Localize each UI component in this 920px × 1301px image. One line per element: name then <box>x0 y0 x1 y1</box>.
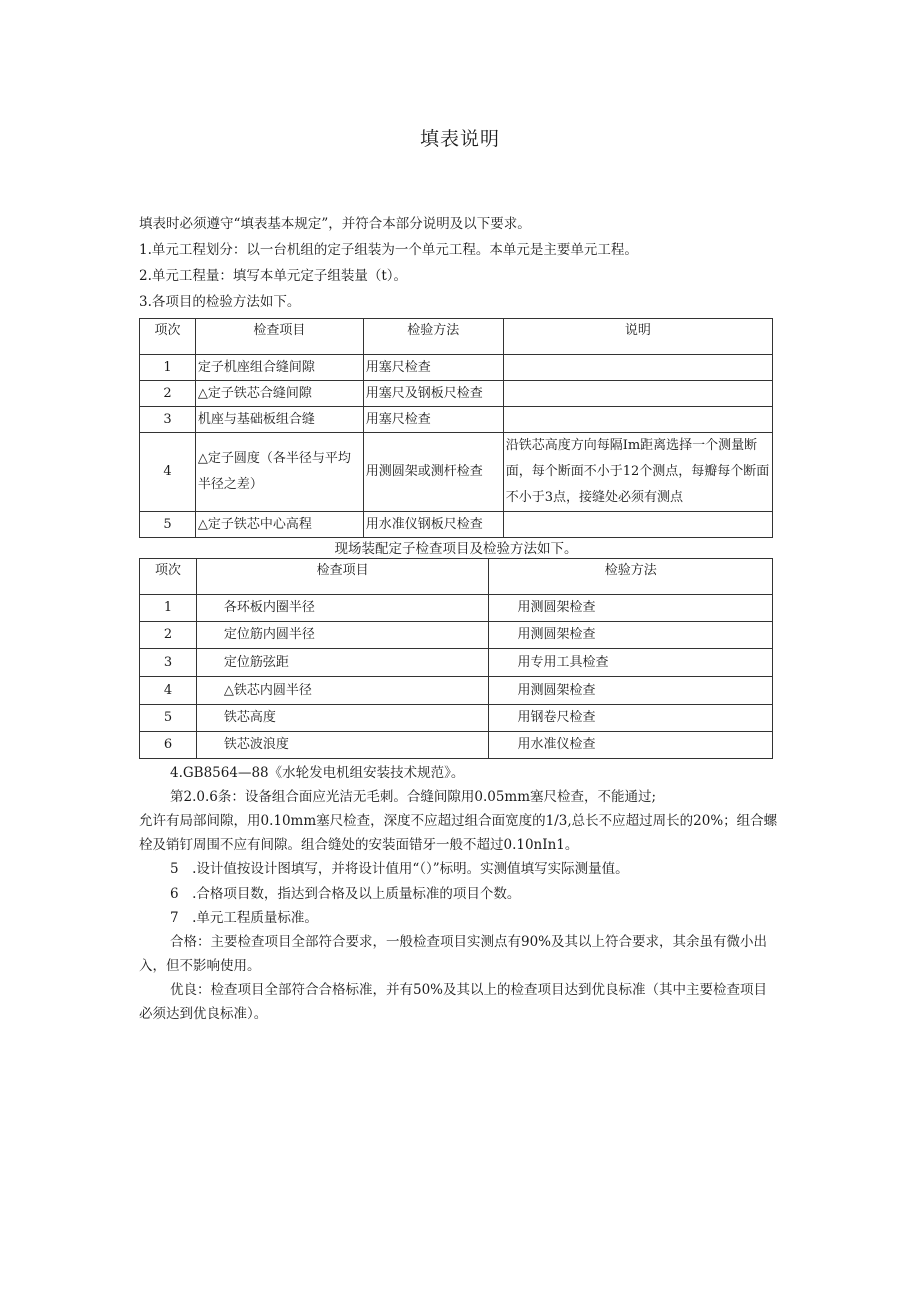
header-no: 项次 <box>140 319 196 355</box>
row-item: △铁芯内圆半径 <box>196 677 489 705</box>
table-header-row <box>140 559 773 595</box>
table-row <box>140 705 773 732</box>
item-2: 2.单元工程量：填写本单元定子组装量（t）。 <box>139 268 408 284</box>
table-row <box>140 732 773 759</box>
item-4-clause-cont-2: 栓及销钉周围不应有间隙。组合缝处的安装面错牙一般不超过0.10nIn1。 <box>139 837 579 853</box>
table-row <box>140 622 773 649</box>
table-row <box>140 677 773 705</box>
row-method: 用塞尺检查 <box>363 355 503 381</box>
row-no: 2 <box>140 381 196 407</box>
header-method: 检验方法 <box>489 559 773 595</box>
item-1: 1.单元工程划分：以一台机组的定子组装为一个单元工程。本单元是主要单元工程。 <box>139 242 638 258</box>
row-note <box>503 381 772 407</box>
row-item: 各环板内圈半径 <box>196 595 489 622</box>
row-no: 5 <box>140 512 196 538</box>
row-method: 用水准仪钢板尺检查 <box>363 512 503 538</box>
inspection-methods-table <box>139 318 773 538</box>
table-row <box>140 649 773 677</box>
row-no: 1 <box>140 355 196 381</box>
excellent-standard: 优良：检查项目全部符合合格标准，并有50%及其以上的检查项目达到优良标准（其中主要检查项目 <box>170 982 768 998</box>
field-assembly-table <box>139 558 773 759</box>
row-item: △定子铁芯中心高程 <box>195 512 363 538</box>
intro-text: 填表时必须遵守“填表基本规定”，并符合本部分说明及以下要求。 <box>139 216 531 232</box>
header-no: 项次 <box>140 559 197 595</box>
row-method: 用测圆架或测杆检查 <box>363 433 503 512</box>
row-item: 定位筋弦距 <box>196 649 489 677</box>
row-no: 3 <box>140 407 196 433</box>
row-method: 用测圆架检查 <box>489 677 773 705</box>
row-method: 用塞尺检查 <box>363 407 503 433</box>
row-method: 用测圆架检查 <box>489 622 773 649</box>
item-4: 4.GB8564—88《水轮发电机组安装技术规范》。 <box>170 765 465 781</box>
row-method: 用测圆架检查 <box>489 595 773 622</box>
row-item: 铁芯波浪度 <box>196 732 489 759</box>
table-row <box>140 407 773 433</box>
row-item: 机座与基础板组合缝 <box>195 407 363 433</box>
row-item: △定子圆度（各半径与平均半径之差） <box>195 433 363 512</box>
page-title: 填表说明 <box>419 128 500 150</box>
row-note: 沿铁芯高度方向每隔Im距离选择一个测量断面，每个断面不小于12个测点，每瓣每个断面不小于3点，接缝处必须有测点 <box>503 433 772 512</box>
row-no: 1 <box>140 595 197 622</box>
row-item: 定位筋内圆半径 <box>196 622 489 649</box>
item-3: 3.各项目的检验方法如下。 <box>139 294 301 310</box>
row-no: 5 <box>140 705 197 732</box>
item-4-clause-cont-1: 允许有局部间隙，用0.10mm塞尺检查，深度不应超过组合面宽度的1/3,总长不应超过周长的20%；组合螺 <box>139 813 778 829</box>
row-method: 用水准仪检查 <box>489 732 773 759</box>
row-item: △定子铁芯合缝间隙 <box>195 381 363 407</box>
item-7: 7 .单元工程质量标准。 <box>170 910 318 926</box>
row-no: 3 <box>140 649 197 677</box>
header-note: 说明 <box>503 319 772 355</box>
row-note <box>503 355 772 381</box>
row-note <box>503 407 772 433</box>
table-row <box>140 381 773 407</box>
row-method: 用钢卷尺检查 <box>489 705 773 732</box>
table-row <box>140 433 773 512</box>
table-row <box>140 355 773 381</box>
header-item: 检查项目 <box>195 319 363 355</box>
row-method: 用专用工具检查 <box>489 649 773 677</box>
header-item: 检查项目 <box>196 559 489 595</box>
row-method: 用塞尺及钢板尺检查 <box>363 381 503 407</box>
table-row <box>140 595 773 622</box>
row-no: 4 <box>140 433 196 512</box>
item-6: 6 .合格项目数，指达到合格及以上质量标准的项目个数。 <box>170 886 521 902</box>
table2-caption: 现场装配定子检查项目及检验方法如下。 <box>334 541 578 557</box>
row-no: 2 <box>140 622 197 649</box>
pass-standard-cont: 入，但不影响使用。 <box>139 958 261 974</box>
pass-standard: 合格：主要检查项目全部符合要求，一般检查项目实测点有90%及其以上符合要求，其余虽有微小出 <box>170 934 768 950</box>
header-method: 检验方法 <box>363 319 503 355</box>
table-header-row <box>140 319 773 355</box>
item-4-clause: 第2.0.6条：设备组合面应光洁无毛刺。合缝间隙用0.05mm塞尺检查，不能通过; <box>170 789 657 805</box>
table-row <box>140 512 773 538</box>
row-item: 定子机座组合缝间隙 <box>195 355 363 381</box>
row-note <box>503 512 772 538</box>
row-no: 4 <box>140 677 197 705</box>
excellent-standard-cont: 必须达到优良标准）。 <box>139 1006 268 1022</box>
row-item: 铁芯高度 <box>196 705 489 732</box>
item-5: 5 .设计值按设计图填写，并将设计值用“（）”标明。实测值填写实际测量值。 <box>170 861 629 877</box>
row-no: 6 <box>140 732 197 759</box>
